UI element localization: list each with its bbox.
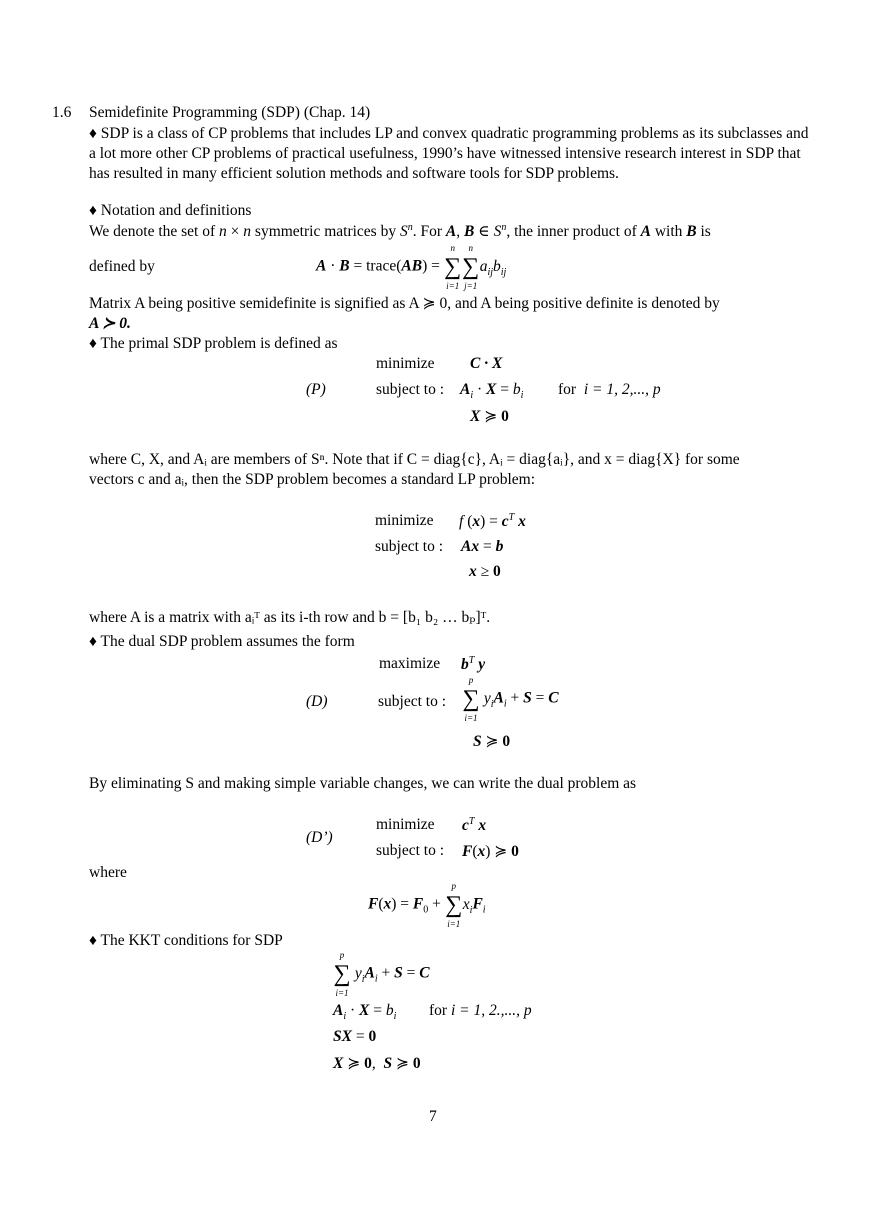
section-heading	[52, 104, 371, 122]
primal-where-line-2: vectors c and aᵢ, then the SDP problem becomes a standard LP problem:	[89, 471, 536, 488]
dual-label: (D)	[306, 693, 328, 710]
dual-prime-label: (D’)	[306, 829, 333, 846]
psd-line-1: Matrix A being positive semidefinite is signified as A ≽ 0, and A being positive definite is denoted by	[89, 295, 720, 312]
defined-by-label: defined by	[89, 258, 155, 275]
section-title: Semidefinite Programming (SDP) (Chap. 14)	[89, 104, 371, 121]
dual-constraint: subject to : p ∑ i=1 $y_iA_i + S = C$	[378, 675, 559, 723]
kkt-equation-3: SX = 0	[333, 1028, 377, 1045]
primal-label: (P)	[306, 381, 326, 398]
f-of-x-equation: $F(x) = F_0$ + p ∑ i=1 $x_iF_i$	[368, 881, 486, 929]
dual-maximize: maximize $b^T$ y	[379, 655, 486, 674]
page-number: 7	[429, 1108, 437, 1125]
kkt-heading: ♦ The KKT conditions for SDP	[89, 932, 283, 949]
eliminate-line: By eliminating S and making simple variable changes, we can write the dual problem as	[89, 775, 637, 792]
dual-heading: ♦ The dual SDP problem assumes the form	[89, 633, 355, 650]
kkt-equation-1: p ∑ i=1 $y_iA_i + S = C$	[333, 950, 430, 998]
primal-heading: ♦ The primal SDP problem is defined as	[89, 335, 338, 352]
lp-row-line: where A is a matrix with aᵢᵀ as its i-th row and b = [b₁ b₂ … bₚ]ᵀ.	[89, 609, 491, 626]
inner-product-equation: A · B = trace(AB) = n ∑ i=1 n ∑ j=1 $a_{ij}b_{ij}$	[316, 243, 507, 291]
kkt-equation-2: $A_i \cdot X = b_i$ for i = 1, 2.,..., p	[333, 1002, 532, 1023]
lp-constraint: subject to : Ax = b	[375, 538, 504, 555]
notation-heading: ♦ Notation and definitions	[89, 202, 252, 219]
kkt-equation-4: X ≽ 0, S ≽ 0	[333, 1055, 421, 1072]
psd-line-2: A ≻ 0.	[89, 315, 131, 332]
dual-prime-constraint: subject to : F(x) ≽ 0	[376, 842, 519, 860]
dual-prime-minimize: minimize $c^T$ x	[376, 816, 487, 835]
lp-minimize: minimize f $(x) = c^T$ x	[375, 512, 526, 531]
notation-line: We denote the set of n × n symmetric matrices by $S^n$. For A, B ∈ $S^n$, the inner product of A with B is	[89, 222, 711, 241]
where-label: where	[89, 864, 127, 881]
primal-where-line-1: where C, X, and Aᵢ are members of Sⁿ. Note that if C = diag{c}, Aᵢ = diag{aᵢ}, and x = diag{X} for some	[89, 451, 740, 468]
primal-psd-constraint: X ≽ 0	[470, 408, 509, 425]
lp-nonneg-constraint: x ≥ 0	[469, 563, 501, 580]
section-number: 1.6	[52, 104, 72, 121]
dual-psd-constraint: S ≽ 0	[473, 733, 511, 750]
primal-constraint: subject to : $A_i \cdot X = b_i$ for i = 1, 2,..., p	[376, 381, 661, 402]
intro-paragraph: ♦ SDP is a class of CP problems that includes LP and convex quadratic programming problems as its subclasses and a lot more other CP problems of practical usefulness, 1990’s have witnessed intensive research interest in SDP that has resulted in many efficient solution methods and software tools for SDP problems.	[89, 125, 809, 182]
primal-minimize: minimize C · X	[376, 355, 503, 372]
